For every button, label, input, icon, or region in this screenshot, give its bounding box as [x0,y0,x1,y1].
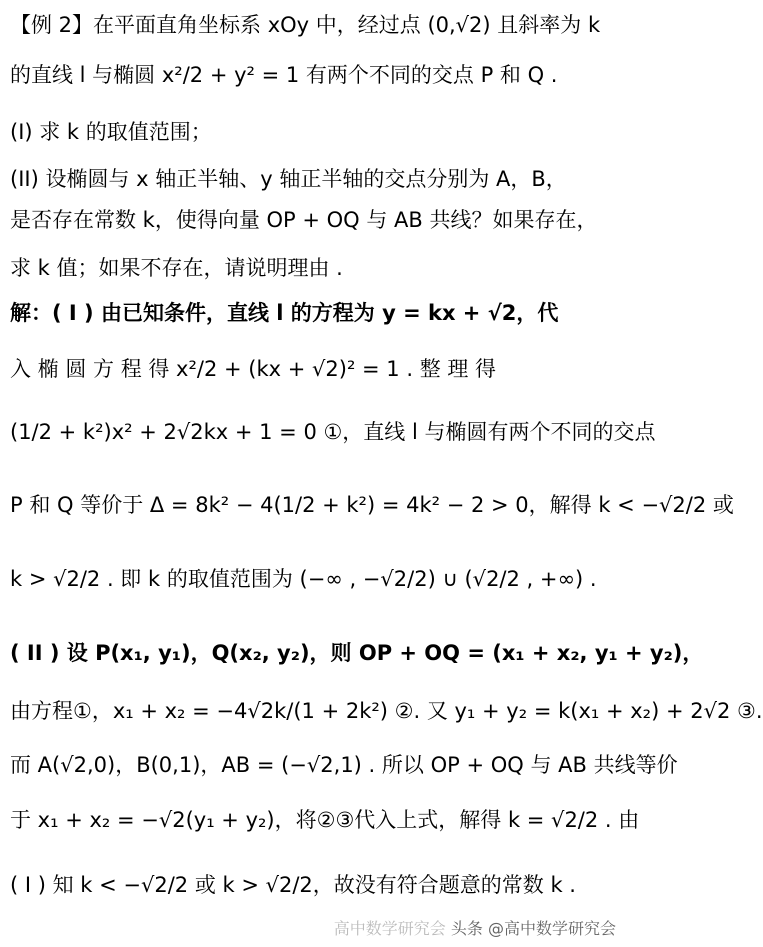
text-line-13: 由方程①，x₁ + x₂ = −4√2k/(1 + 2k²) ②. 又 y₁ + y₂ = k(x₁ + x₂) + 2√2 ③. [10,699,763,723]
text-line-2: 的直线 l 与椭圆 x²/2 + y² = 1 有两个不同的交点 P 和 Q . [10,63,558,87]
text-line-7: 解：( I ) 由已知条件，直线 l 的方程为 y = kx + √2，代 [10,301,559,325]
text-line-14: 而 A(√2,0)，B(0,1)，AB = (−√2,1) . 所以 OP + OQ 与 AB 共线等价 [10,753,678,777]
text-line-10: P 和 Q 等价于 Δ = 8k² − 4(1/2 + k²) = 4k² − 2 > 0，解得 k < −√2/2 或 [10,493,734,517]
text-line-11: k > √2/2 . 即 k 的取值范围为 (−∞ , −√2/2) ∪ (√2/2 , +∞) . [10,567,597,591]
text-line-5: 是否存在常数 k，使得向量 OP + OQ 与 AB 共线？如果存在， [10,208,598,232]
text-line-4: (II) 设椭圆与 x 轴正半轴、y 轴正半轴的交点分别为 A，B， [10,167,567,191]
text-line-1: 【例 2】在平面直角坐标系 xOy 中，经过点 (0,√2) 且斜率为 k [10,13,601,37]
text-line-12: ( II ) 设 P(x₁, y₁)，Q(x₂, y₂)，则 OP + OQ = (x₁ + x₂, y₁ + y₂)， [10,641,704,665]
text-line-8: 入 椭 圆 方 程 得 x²/2 + (kx + √2)² = 1 . 整 理 得 [10,357,497,381]
text-line-6: 求 k 值；如果不存在，请说明理由 . [10,256,343,280]
text-line-3: (I) 求 k 的取值范围； [10,120,212,144]
text-line-16: ( I ) 知 k < −√2/2 或 k > √2/2，故没有符合题意的常数 k . [10,873,576,897]
watermark [330,916,620,939]
watermark-text: 头条 @高中数学研究会 [450,919,616,938]
text-line-15: 于 x₁ + x₂ = −√2(y₁ + y₂)，将②③代入上式，解得 k = √2/2 . 由 [10,808,640,832]
text-line-9: (1/2 + k²)x² + 2√2kx + 1 = 0 ①，直线 l 与椭圆有两个不同的交点 [10,420,656,444]
watermark-faint: 高中数学研究会 [333,919,446,938]
